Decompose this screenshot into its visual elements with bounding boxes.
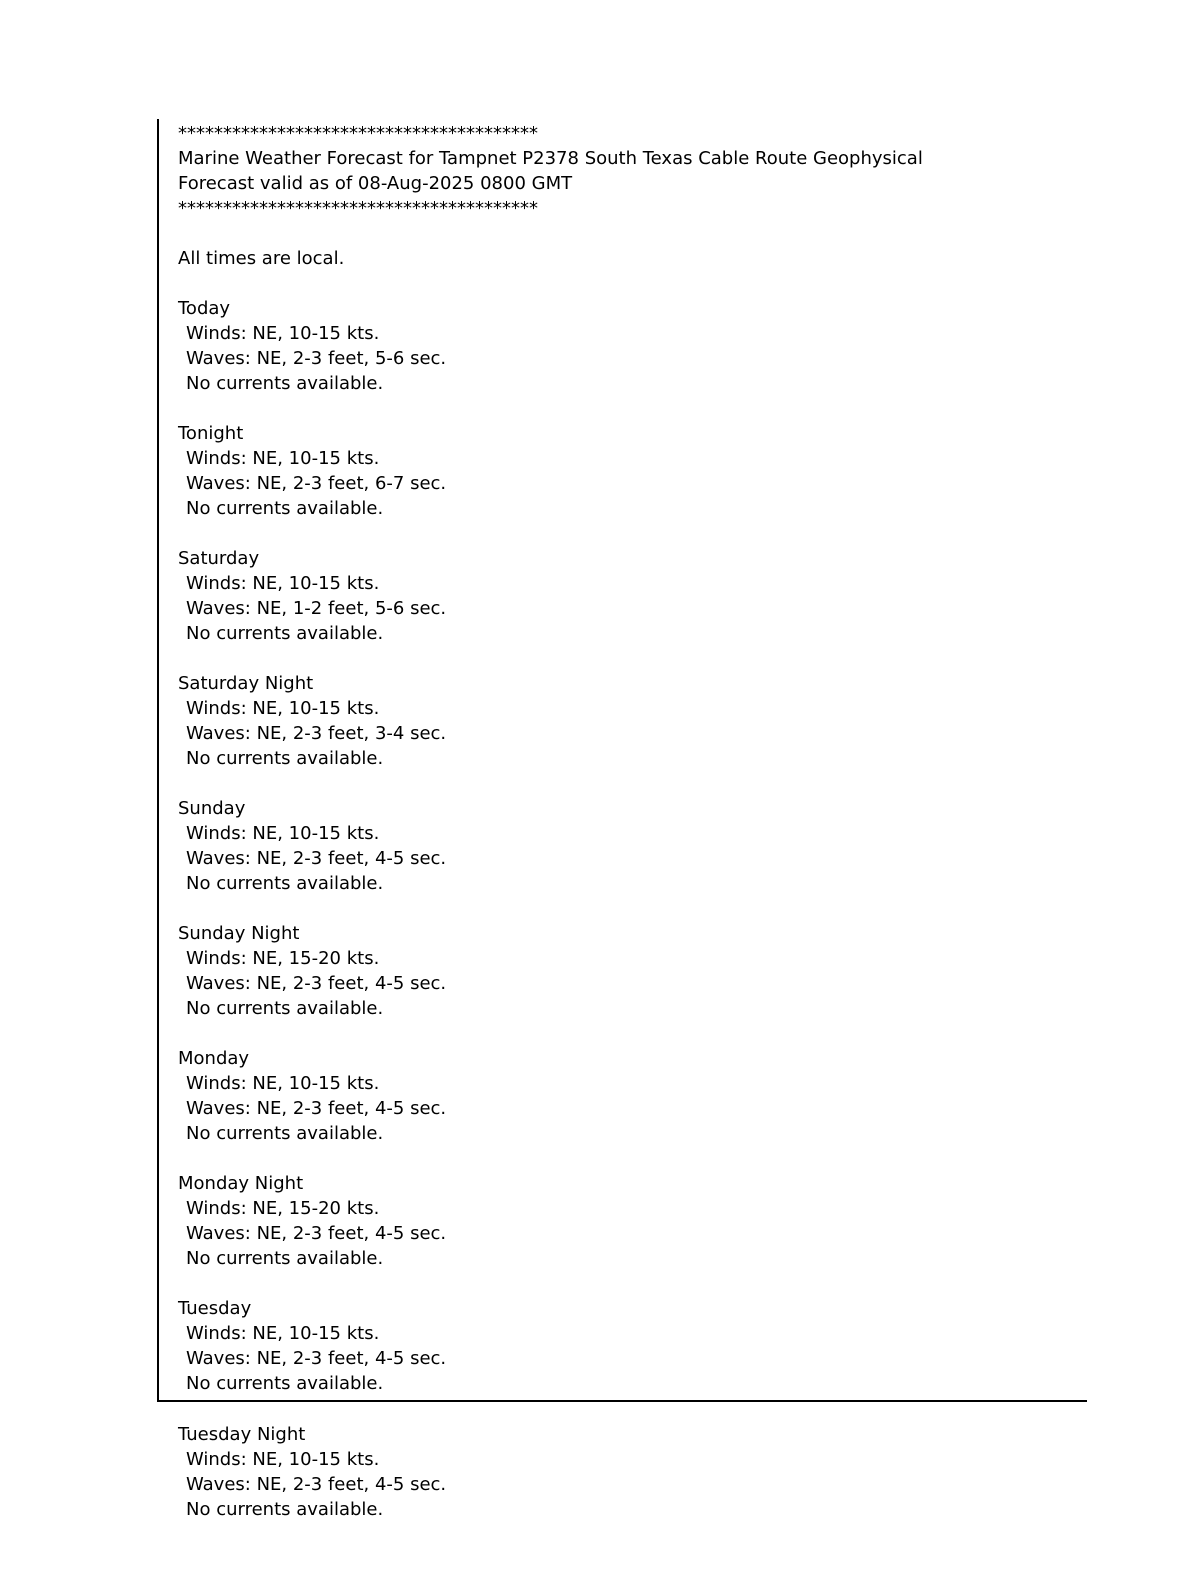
- forecast-section-saturday: [178, 546, 1087, 646]
- waves-line: Waves: NE, 1-2 feet, 5-6 sec.: [186, 598, 447, 619]
- currents-line: No currents available.: [186, 1373, 384, 1394]
- section-heading: Saturday Night: [178, 673, 314, 694]
- waves-line: Waves: NE, 2-3 feet, 5-6 sec.: [186, 348, 447, 369]
- forecast-section-sunday: [178, 796, 1087, 896]
- separator-top: ****************************************: [178, 123, 538, 144]
- forecast-section-tuesday: [178, 1296, 1087, 1396]
- waves-line: Waves: NE, 2-3 feet, 4-5 sec.: [186, 1474, 447, 1495]
- waves-line: Waves: NE, 2-3 feet, 4-5 sec.: [186, 1348, 447, 1369]
- currents-line: No currents available.: [186, 498, 384, 519]
- currents-line: No currents available.: [186, 373, 384, 394]
- forecast-section-saturday-night: [178, 671, 1087, 771]
- section-heading: Monday: [178, 1048, 250, 1069]
- section-heading: Monday Night: [178, 1173, 304, 1194]
- forecast-valid-line: Forecast valid as of 08-Aug-2025 0800 GMT: [178, 173, 573, 194]
- currents-line: No currents available.: [186, 998, 384, 1019]
- forecast-section-tuesday-night: [178, 1422, 446, 1522]
- blank-line: [178, 1021, 1087, 1046]
- waves-line: Waves: NE, 2-3 feet, 6-7 sec.: [186, 473, 447, 494]
- winds-line: Winds: NE, 15-20 kts.: [186, 1198, 380, 1219]
- forecast-title: Marine Weather Forecast for Tampnet P2378 South Texas Cable Route Geophysical: [178, 148, 923, 169]
- forecast-section-monday-night: [178, 1171, 1087, 1271]
- waves-line: Waves: NE, 2-3 feet, 4-5 sec.: [186, 973, 447, 994]
- forecast-section-tonight: [178, 421, 1087, 521]
- forecast-section-monday: [178, 1046, 1087, 1146]
- forecast-section-today: [178, 296, 1087, 396]
- times-note: All times are local.: [178, 248, 345, 269]
- currents-line: No currents available.: [186, 1123, 384, 1144]
- winds-line: Winds: NE, 10-15 kts.: [186, 1073, 380, 1094]
- waves-line: Waves: NE, 2-3 feet, 4-5 sec.: [186, 1098, 447, 1119]
- winds-line: Winds: NE, 10-15 kts.: [186, 1449, 380, 1470]
- blank-line: [178, 271, 1087, 296]
- forecast-section-sunday-night: [178, 921, 1087, 1021]
- currents-line: No currents available.: [186, 873, 384, 894]
- winds-line: Winds: NE, 10-15 kts.: [186, 823, 380, 844]
- winds-line: Winds: NE, 10-15 kts.: [186, 1323, 380, 1344]
- section-heading: Tuesday: [178, 1298, 252, 1319]
- blank-line: [178, 1413, 446, 1422]
- forecast-box: [157, 119, 1087, 1402]
- winds-line: Winds: NE, 10-15 kts.: [186, 323, 380, 344]
- section-heading: Today: [178, 298, 231, 319]
- currents-line: No currents available.: [186, 1248, 384, 1269]
- blank-line: [178, 396, 1087, 421]
- winds-line: Winds: NE, 10-15 kts.: [186, 448, 380, 469]
- currents-line: No currents available.: [186, 748, 384, 769]
- blank-line: [178, 1146, 1087, 1171]
- waves-line: Waves: NE, 2-3 feet, 4-5 sec.: [186, 1223, 447, 1244]
- section-heading: Tonight: [178, 423, 244, 444]
- winds-line: Winds: NE, 10-15 kts.: [186, 698, 380, 719]
- blank-line: [178, 221, 1087, 246]
- blank-line: [178, 646, 1087, 671]
- blank-line: [178, 896, 1087, 921]
- blank-line: [178, 521, 1087, 546]
- winds-line: Winds: NE, 10-15 kts.: [186, 573, 380, 594]
- waves-line: Waves: NE, 2-3 feet, 4-5 sec.: [186, 848, 447, 869]
- blank-line: [178, 771, 1087, 796]
- waves-line: Waves: NE, 2-3 feet, 3-4 sec.: [186, 723, 447, 744]
- section-heading: Sunday: [178, 798, 246, 819]
- blank-line: [178, 1271, 1087, 1296]
- currents-line: No currents available.: [186, 623, 384, 644]
- currents-line: No currents available.: [186, 1499, 384, 1520]
- section-heading: Sunday Night: [178, 923, 300, 944]
- overflow-content: [178, 1413, 446, 1522]
- section-heading: Saturday: [178, 548, 260, 569]
- winds-line: Winds: NE, 15-20 kts.: [186, 948, 380, 969]
- section-heading: Tuesday Night: [178, 1424, 306, 1445]
- separator-bottom: ****************************************: [178, 198, 538, 219]
